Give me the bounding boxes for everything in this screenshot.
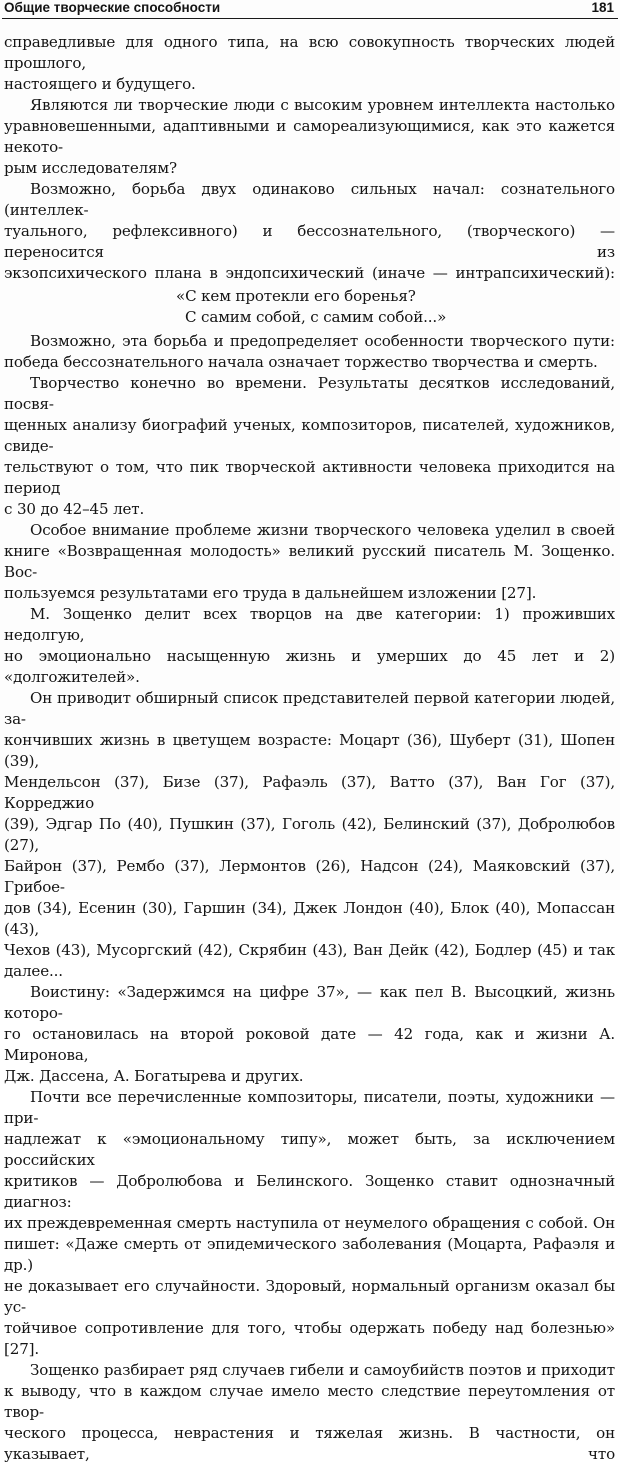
text-line: уравновешенными, адаптивными и самореализующимися, как это кажется некото- xyxy=(4,117,615,156)
text-line: к выводу, что в каждом случае имело место следствие переутомления от твор- xyxy=(4,1382,615,1421)
text-line: Он приводит обширный список представителей первой категории людей, за- xyxy=(4,689,615,728)
text-line: Почти все перечисленные композиторы, писатели, поэты, художники — при- xyxy=(4,1088,615,1127)
text-line: их преждевременная смерть наступила от неумелого обращения с собой. Он xyxy=(4,1214,615,1232)
text-line: Возможно, борьба двух одинаково сильных начал: сознательного (интеллек- xyxy=(4,180,615,219)
text-line: Творчество конечно во времени. Результаты десятков исследований, посвя- xyxy=(4,374,615,413)
text-line: Чехов (43), Мусоргский (42), Скрябин (43), Ван Дейк (42), Бодлер (45) и так xyxy=(4,941,615,959)
text-line: кончивших жизнь в цветущем возрасте: Моцарт (36), Шуберт (31), Шопен (39), xyxy=(4,731,615,770)
running-head xyxy=(4,0,614,19)
text-line: го остановилась на второй роковой дате — 42 года, как и жизни А. Миронова, xyxy=(4,1025,615,1064)
text-line: победа бессознательного начала означает торжество творчества и смерть. xyxy=(4,353,598,371)
text-line: пишет: «Даже смерть от эпидемического заболевания (Моцарта, Рафаэля и др.) xyxy=(4,1235,615,1274)
text-line: тельствуют о том, что пик творческой активности человека приходится на период xyxy=(4,458,615,497)
text-line: Дж. Дассена, А. Богатырева и других. xyxy=(4,1067,304,1085)
text-line: критиков — Добролюбова и Белинского. Зощенко ставит однозначный диагноз: xyxy=(4,1172,615,1211)
text-line: Являются ли творческие люди с высоким уровнем интеллекта настолько xyxy=(30,96,615,114)
text-line: экзопсихического плана в эндопсихический (иначе — интрапсихический): xyxy=(4,264,615,282)
body-text xyxy=(4,32,615,1465)
text-line: тойчивое сопротивление для того, чтобы одержать победу над болезнью» [27]. xyxy=(4,1319,615,1358)
verse-line: «С кем протекли его боренья? xyxy=(176,287,416,305)
text-line: Возможно, эта борьба и предопределяет особенности творческого пути: xyxy=(30,332,615,350)
text-line: настоящего и будущего. xyxy=(4,75,196,93)
text-line: далее... xyxy=(4,962,63,980)
text-line: туального, рефлексивного) и бессознательного, (творческого) — переносится из xyxy=(4,222,615,261)
text-line: Особое внимание проблеме жизни творческого человека уделил в своей xyxy=(30,521,615,539)
verse-line: С самим собой, с самим собой...» xyxy=(185,308,447,326)
text-line: пользуемся результатами его труда в дальнейшем изложении [27]. xyxy=(4,584,537,602)
text-line: с 30 до 42–45 лет. xyxy=(4,500,145,518)
text-line: надлежат к «эмоциональному типу», может быть, за исключением российских xyxy=(4,1130,615,1169)
text-line: ческого процесса, неврастения и тяжелая жизнь. В частности, он указывает, что xyxy=(4,1424,615,1463)
text-line: щенных анализу биографий ученых, композиторов, писателей, художников, свиде- xyxy=(4,416,615,455)
text-line: Зощенко разбирает ряд случаев гибели и самоубийств поэтов и приходит xyxy=(30,1361,615,1379)
page-number: 181 xyxy=(591,0,614,15)
text-line: Воистину: «Задержимся на цифре 37», — как пел В. Высоцкий, жизнь которо- xyxy=(4,983,615,1022)
text-line: не доказывает его случайности. Здоровый, нормальный организм оказал бы ус- xyxy=(4,1277,615,1316)
text-line: книге «Возвращенная молодость» великий русский писатель М. Зощенко. Вос- xyxy=(4,542,615,581)
text-line: рым исследователям? xyxy=(4,159,177,177)
text-line: Мендельсон (37), Бизе (37), Рафаэль (37), Ватто (37), Ван Гог (37), Корреджио xyxy=(4,773,615,812)
text-line: (39), Эдгар По (40), Пушкин (37), Гоголь (42), Белинский (37), Добролюбов (27), xyxy=(4,815,615,854)
text-line: дов (34), Есенин (30), Гаршин (34), Джек Лондон (40), Блок (40), Мопассан (43), xyxy=(4,899,615,938)
chapter-title: Общие творческие способности xyxy=(4,0,221,15)
text-line: Байрон (37), Рембо (37), Лермонтов (26), Надсон (24), Маяковский (37), Грибое- xyxy=(4,857,615,896)
text-line: М. Зощенко делит всех творцов на две категории: 1) проживших недолгую, xyxy=(4,605,615,644)
text-line: но эмоционально насыщенную жизнь и умерших до 45 лет и 2) «долгожителей». xyxy=(4,647,615,686)
header-rule xyxy=(2,18,618,19)
verse-quote xyxy=(4,286,615,328)
text-line: справедливые для одного типа, на всю совокупность творческих людей прошлого, xyxy=(4,33,615,72)
